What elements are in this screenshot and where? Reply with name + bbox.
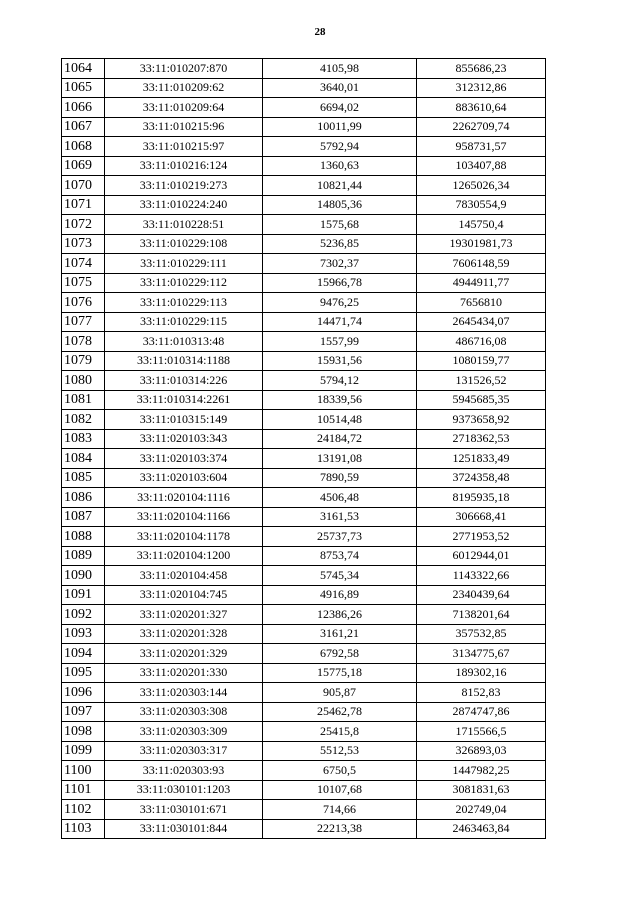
area-cell: 5792,94 xyxy=(263,137,417,157)
table-row xyxy=(62,683,546,703)
row-number-cell: 1103 xyxy=(62,819,105,839)
row-number-cell: 1068 xyxy=(62,137,105,157)
cadastral-value-cell: 1715566,5 xyxy=(417,722,546,742)
row-number-cell: 1090 xyxy=(62,566,105,586)
table-row xyxy=(62,371,546,391)
row-number-cell: 1070 xyxy=(62,176,105,196)
cadastral-number-cell: 33:11:010209:64 xyxy=(105,98,263,118)
row-number-cell: 1096 xyxy=(62,683,105,703)
table-row xyxy=(62,195,546,215)
cadastral-number-cell: 33:11:010229:113 xyxy=(105,293,263,313)
area-cell: 9476,25 xyxy=(263,293,417,313)
cadastral-value-cell: 145750,4 xyxy=(417,215,546,235)
cadastral-value-cell: 1143322,66 xyxy=(417,566,546,586)
area-cell: 5512,53 xyxy=(263,741,417,761)
row-number-cell: 1093 xyxy=(62,624,105,644)
cadastral-value-cell: 7656810 xyxy=(417,293,546,313)
cadastral-number-cell: 33:11:020303:93 xyxy=(105,761,263,781)
cadastral-number-cell: 33:11:010315:149 xyxy=(105,410,263,430)
cadastral-value-cell: 1265026,34 xyxy=(417,176,546,196)
cadastral-number-cell: 33:11:020303:309 xyxy=(105,722,263,742)
cadastral-number-cell: 33:11:010229:108 xyxy=(105,234,263,254)
table-row xyxy=(62,117,546,137)
cadastral-value-cell: 1080159,77 xyxy=(417,351,546,371)
cadastral-value-cell: 131526,52 xyxy=(417,371,546,391)
cadastral-number-cell: 33:11:030101:844 xyxy=(105,819,263,839)
table-row xyxy=(62,351,546,371)
area-cell: 905,87 xyxy=(263,683,417,703)
area-cell: 1360,63 xyxy=(263,156,417,176)
area-cell: 7302,37 xyxy=(263,254,417,274)
cadastral-number-cell: 33:11:010229:115 xyxy=(105,312,263,332)
cadastral-value-cell: 19301981,73 xyxy=(417,234,546,254)
page-number: 28 xyxy=(314,26,326,38)
table-row xyxy=(62,137,546,157)
cadastral-value-cell: 3081831,63 xyxy=(417,780,546,800)
area-cell: 714,66 xyxy=(263,800,417,820)
row-number-cell: 1098 xyxy=(62,722,105,742)
table-row xyxy=(62,410,546,430)
area-cell: 25737,73 xyxy=(263,527,417,547)
area-cell: 4105,98 xyxy=(263,59,417,79)
table-row xyxy=(62,644,546,664)
table-row xyxy=(62,663,546,683)
row-number-cell: 1071 xyxy=(62,195,105,215)
area-cell: 10821,44 xyxy=(263,176,417,196)
area-cell: 22213,38 xyxy=(263,819,417,839)
table-row xyxy=(62,332,546,352)
cadastral-number-cell: 33:11:010216:124 xyxy=(105,156,263,176)
cadastral-value-cell: 883610,64 xyxy=(417,98,546,118)
cadastral-number-cell: 33:11:030101:1203 xyxy=(105,780,263,800)
area-cell: 10107,68 xyxy=(263,780,417,800)
row-number-cell: 1095 xyxy=(62,663,105,683)
cadastral-number-cell: 33:11:020103:374 xyxy=(105,449,263,469)
cadastral-value-cell: 6012944,01 xyxy=(417,546,546,566)
area-cell: 13191,08 xyxy=(263,449,417,469)
table-row xyxy=(62,702,546,722)
cadastral-value-cell: 7830554,9 xyxy=(417,195,546,215)
area-cell: 14471,74 xyxy=(263,312,417,332)
cadastral-value-cell: 3724358,48 xyxy=(417,468,546,488)
area-cell: 15931,56 xyxy=(263,351,417,371)
cadastral-value-cell: 2463463,84 xyxy=(417,819,546,839)
cadastral-value-cell: 2645434,07 xyxy=(417,312,546,332)
table-row xyxy=(62,488,546,508)
cadastral-value-cell: 357532,85 xyxy=(417,624,546,644)
table-row xyxy=(62,234,546,254)
row-number-cell: 1083 xyxy=(62,429,105,449)
table-row xyxy=(62,624,546,644)
cadastral-value-cell: 2874747,86 xyxy=(417,702,546,722)
cadastral-value-cell: 2262709,74 xyxy=(417,117,546,137)
cadastral-value-cell: 855686,23 xyxy=(417,59,546,79)
cadastral-number-cell: 33:11:010219:273 xyxy=(105,176,263,196)
cadastral-number-cell: 33:11:020103:343 xyxy=(105,429,263,449)
table-row xyxy=(62,98,546,118)
row-number-cell: 1076 xyxy=(62,293,105,313)
table-row xyxy=(62,293,546,313)
row-number-cell: 1102 xyxy=(62,800,105,820)
cadastral-number-cell: 33:11:010314:226 xyxy=(105,371,263,391)
cadastral-value-cell: 202749,04 xyxy=(417,800,546,820)
row-number-cell: 1073 xyxy=(62,234,105,254)
table-row xyxy=(62,819,546,839)
area-cell: 3161,21 xyxy=(263,624,417,644)
area-cell: 15775,18 xyxy=(263,663,417,683)
area-cell: 12386,26 xyxy=(263,605,417,625)
row-number-cell: 1097 xyxy=(62,702,105,722)
cadastral-value-cell: 5945685,35 xyxy=(417,390,546,410)
table-row xyxy=(62,215,546,235)
table-row xyxy=(62,566,546,586)
cadastral-value-cell: 9373658,92 xyxy=(417,410,546,430)
cadastral-value-cell: 8195935,18 xyxy=(417,488,546,508)
table-row xyxy=(62,585,546,605)
cadastral-value-cell: 2771953,52 xyxy=(417,527,546,547)
cadastral-number-cell: 33:11:010215:97 xyxy=(105,137,263,157)
row-number-cell: 1065 xyxy=(62,78,105,98)
area-cell: 25415,8 xyxy=(263,722,417,742)
row-number-cell: 1099 xyxy=(62,741,105,761)
row-number-cell: 1084 xyxy=(62,449,105,469)
table-row xyxy=(62,741,546,761)
table-row xyxy=(62,273,546,293)
row-number-cell: 1089 xyxy=(62,546,105,566)
area-cell: 4506,48 xyxy=(263,488,417,508)
cadastral-value-cell: 3134775,67 xyxy=(417,644,546,664)
table-row xyxy=(62,254,546,274)
cadastral-value-cell: 1447982,25 xyxy=(417,761,546,781)
row-number-cell: 1066 xyxy=(62,98,105,118)
table-row xyxy=(62,527,546,547)
row-number-cell: 1069 xyxy=(62,156,105,176)
cadastral-number-cell: 33:11:010229:112 xyxy=(105,273,263,293)
cadastral-number-cell: 33:11:010229:111 xyxy=(105,254,263,274)
row-number-cell: 1078 xyxy=(62,332,105,352)
cadastral-number-cell: 33:11:020303:144 xyxy=(105,683,263,703)
cadastral-number-cell: 33:11:020201:327 xyxy=(105,605,263,625)
row-number-cell: 1101 xyxy=(62,780,105,800)
cadastral-value-cell: 8152,83 xyxy=(417,683,546,703)
table-row xyxy=(62,176,546,196)
row-number-cell: 1087 xyxy=(62,507,105,527)
row-number-cell: 1091 xyxy=(62,585,105,605)
row-number-cell: 1081 xyxy=(62,390,105,410)
area-cell: 6694,02 xyxy=(263,98,417,118)
row-number-cell: 1092 xyxy=(62,605,105,625)
row-number-cell: 1080 xyxy=(62,371,105,391)
row-number-cell: 1088 xyxy=(62,527,105,547)
table-row xyxy=(62,468,546,488)
row-number-cell: 1067 xyxy=(62,117,105,137)
row-number-cell: 1074 xyxy=(62,254,105,274)
table-row xyxy=(62,800,546,820)
cadastral-value-cell: 1251833,49 xyxy=(417,449,546,469)
cadastral-value-cell: 2340439,64 xyxy=(417,585,546,605)
cadastral-number-cell: 33:11:010228:51 xyxy=(105,215,263,235)
land-plot-table xyxy=(61,58,546,839)
cadastral-value-cell: 4944911,77 xyxy=(417,273,546,293)
cadastral-number-cell: 33:11:010314:2261 xyxy=(105,390,263,410)
cadastral-number-cell: 33:11:010313:48 xyxy=(105,332,263,352)
row-number-cell: 1072 xyxy=(62,215,105,235)
area-cell: 6750,5 xyxy=(263,761,417,781)
table-row xyxy=(62,78,546,98)
area-cell: 7890,59 xyxy=(263,468,417,488)
table-row xyxy=(62,390,546,410)
table-row xyxy=(62,780,546,800)
cadastral-value-cell: 486716,08 xyxy=(417,332,546,352)
area-cell: 3640,01 xyxy=(263,78,417,98)
area-cell: 1575,68 xyxy=(263,215,417,235)
row-number-cell: 1082 xyxy=(62,410,105,430)
row-number-cell: 1077 xyxy=(62,312,105,332)
cadastral-number-cell: 33:11:020104:745 xyxy=(105,585,263,605)
row-number-cell: 1094 xyxy=(62,644,105,664)
cadastral-number-cell: 33:11:020104:1116 xyxy=(105,488,263,508)
cadastral-number-cell: 33:11:020201:329 xyxy=(105,644,263,664)
cadastral-number-cell: 33:11:020104:1200 xyxy=(105,546,263,566)
row-number-cell: 1075 xyxy=(62,273,105,293)
row-number-cell: 1064 xyxy=(62,59,105,79)
table-row xyxy=(62,761,546,781)
cadastral-number-cell: 33:11:020303:317 xyxy=(105,741,263,761)
cadastral-number-cell: 33:11:010224:240 xyxy=(105,195,263,215)
table-row xyxy=(62,605,546,625)
area-cell: 10011,99 xyxy=(263,117,417,137)
cadastral-number-cell: 33:11:020104:1166 xyxy=(105,507,263,527)
area-cell: 5794,12 xyxy=(263,371,417,391)
area-cell: 14805,36 xyxy=(263,195,417,215)
table-row xyxy=(62,59,546,79)
area-cell: 15966,78 xyxy=(263,273,417,293)
table-row xyxy=(62,722,546,742)
row-number-cell: 1085 xyxy=(62,468,105,488)
area-cell: 4916,89 xyxy=(263,585,417,605)
cadastral-number-cell: 33:11:010314:1188 xyxy=(105,351,263,371)
cadastral-number-cell: 33:11:010209:62 xyxy=(105,78,263,98)
area-cell: 24184,72 xyxy=(263,429,417,449)
table-row xyxy=(62,429,546,449)
cadastral-value-cell: 312312,86 xyxy=(417,78,546,98)
row-number-cell: 1079 xyxy=(62,351,105,371)
table-row xyxy=(62,449,546,469)
area-cell: 25462,78 xyxy=(263,702,417,722)
area-cell: 6792,58 xyxy=(263,644,417,664)
table-row xyxy=(62,156,546,176)
cadastral-number-cell: 33:11:030101:671 xyxy=(105,800,263,820)
cadastral-number-cell: 33:11:020104:1178 xyxy=(105,527,263,547)
area-cell: 18339,56 xyxy=(263,390,417,410)
cadastral-number-cell: 33:11:010207:870 xyxy=(105,59,263,79)
table-row xyxy=(62,507,546,527)
area-cell: 3161,53 xyxy=(263,507,417,527)
cadastral-value-cell: 103407,88 xyxy=(417,156,546,176)
cadastral-number-cell: 33:11:020303:308 xyxy=(105,702,263,722)
cadastral-value-cell: 2718362,53 xyxy=(417,429,546,449)
area-cell: 5236,85 xyxy=(263,234,417,254)
area-cell: 1557,99 xyxy=(263,332,417,352)
cadastral-value-cell: 306668,41 xyxy=(417,507,546,527)
area-cell: 5745,34 xyxy=(263,566,417,586)
table-body xyxy=(62,59,546,839)
area-cell: 10514,48 xyxy=(263,410,417,430)
cadastral-value-cell: 958731,57 xyxy=(417,137,546,157)
area-cell: 8753,74 xyxy=(263,546,417,566)
cadastral-value-cell: 326893,03 xyxy=(417,741,546,761)
table-row xyxy=(62,546,546,566)
table-row xyxy=(62,312,546,332)
cadastral-value-cell: 189302,16 xyxy=(417,663,546,683)
row-number-cell: 1086 xyxy=(62,488,105,508)
row-number-cell: 1100 xyxy=(62,761,105,781)
cadastral-number-cell: 33:11:020104:458 xyxy=(105,566,263,586)
cadastral-number-cell: 33:11:020103:604 xyxy=(105,468,263,488)
cadastral-number-cell: 33:11:010215:96 xyxy=(105,117,263,137)
cadastral-number-cell: 33:11:020201:328 xyxy=(105,624,263,644)
cadastral-value-cell: 7606148,59 xyxy=(417,254,546,274)
cadastral-value-cell: 7138201,64 xyxy=(417,605,546,625)
cadastral-number-cell: 33:11:020201:330 xyxy=(105,663,263,683)
